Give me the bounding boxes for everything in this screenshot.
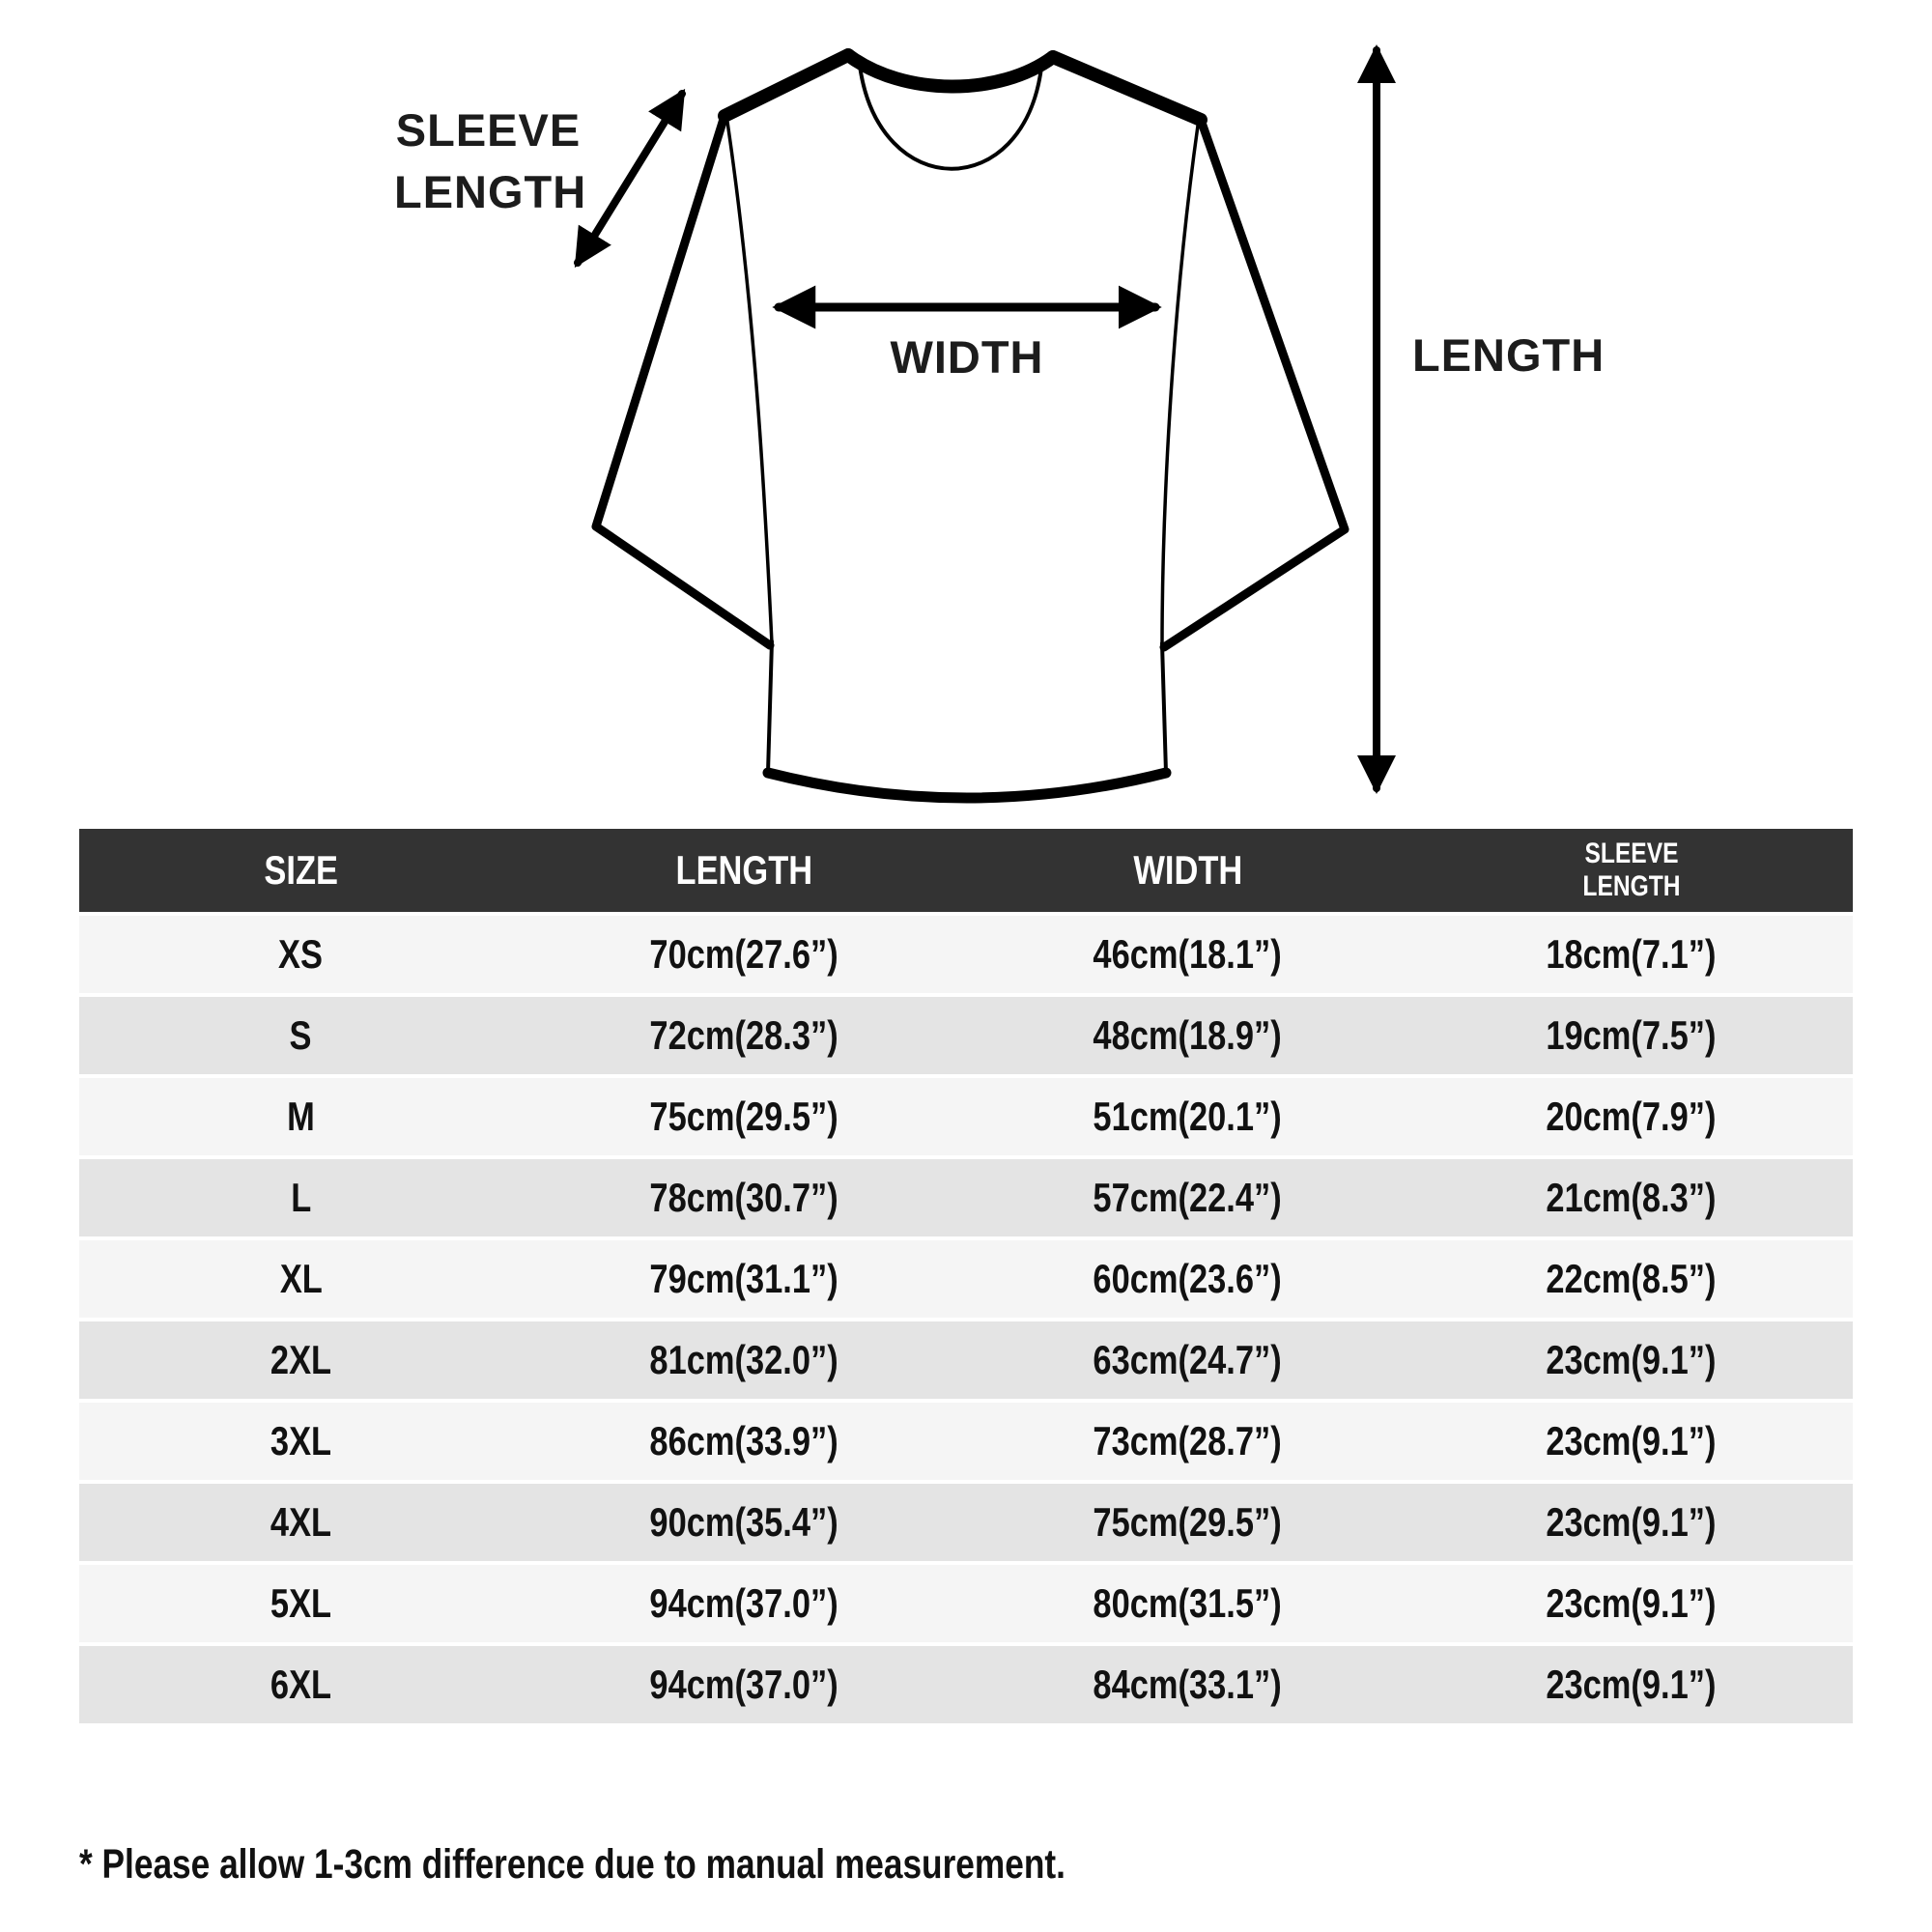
length-cell: 86cm(33.9”) bbox=[649, 1418, 839, 1463]
length-cell: 81cm(32.0”) bbox=[649, 1337, 839, 1382]
sleeve-length-cell: 23cm(9.1”) bbox=[1546, 1418, 1717, 1463]
size-cell: 3XL bbox=[270, 1418, 332, 1463]
size-cell: XL bbox=[279, 1256, 323, 1301]
header-size bbox=[79, 829, 523, 912]
sleeve-length-cell: 23cm(9.1”) bbox=[1546, 1337, 1717, 1382]
header-length-label: LENGTH bbox=[675, 847, 813, 893]
size-cell: S bbox=[290, 1012, 312, 1058]
width-cell: 75cm(29.5”) bbox=[1093, 1499, 1283, 1545]
shoulder-left bbox=[724, 55, 848, 116]
tshirt-outline bbox=[596, 55, 1345, 798]
size-cell: 4XL bbox=[270, 1499, 332, 1545]
sleeve-length-cell: 23cm(9.1”) bbox=[1546, 1499, 1717, 1545]
table-row bbox=[79, 1078, 1853, 1155]
collar-outer bbox=[848, 55, 1053, 87]
sleeve-length-label-line2: LENGTH bbox=[394, 166, 587, 217]
width-cell: 84cm(33.1”) bbox=[1093, 1662, 1283, 1707]
header-size-label: SIZE bbox=[264, 847, 338, 893]
length-cell: 75cm(29.5”) bbox=[649, 1094, 839, 1139]
table-row bbox=[79, 1159, 1853, 1236]
table-row bbox=[79, 1240, 1853, 1318]
width-cell: 57cm(22.4”) bbox=[1093, 1175, 1283, 1220]
table-row bbox=[79, 916, 1853, 993]
sleeve-length-label-line1: SLEEVE bbox=[395, 104, 582, 156]
sleeve-length-cell: 21cm(8.3”) bbox=[1546, 1175, 1717, 1220]
length-cell: 90cm(35.4”) bbox=[649, 1499, 839, 1545]
size-cell: 2XL bbox=[270, 1337, 332, 1382]
table-row bbox=[79, 1321, 1853, 1399]
sleeve-length-cell: 20cm(7.9”) bbox=[1546, 1094, 1717, 1139]
sleeve-right bbox=[1164, 120, 1345, 647]
size-cell: M bbox=[287, 1094, 315, 1139]
length-cell: 94cm(37.0”) bbox=[649, 1662, 839, 1707]
table-row bbox=[79, 997, 1853, 1074]
header-width bbox=[966, 829, 1409, 912]
header-width-label: WIDTH bbox=[1133, 847, 1242, 893]
header-sleeve-length-label: SLEEVE LENGTH bbox=[1581, 838, 1681, 902]
width-cell: 73cm(28.7”) bbox=[1093, 1418, 1283, 1463]
table-row bbox=[79, 1484, 1853, 1561]
size-cell: XS bbox=[278, 931, 324, 977]
width-label: WIDTH bbox=[890, 331, 1044, 383]
header-sleeve-length bbox=[1409, 829, 1853, 912]
length-cell: 94cm(37.0”) bbox=[649, 1580, 839, 1626]
sleeve-length-cell: 18cm(7.1”) bbox=[1546, 931, 1717, 977]
shoulder-right bbox=[1053, 57, 1201, 120]
footnote bbox=[79, 1841, 1282, 1889]
size-cell: 6XL bbox=[270, 1662, 332, 1707]
length-cell: 72cm(28.3”) bbox=[649, 1012, 839, 1058]
size-table bbox=[79, 829, 1853, 1727]
size-cell: 5XL bbox=[270, 1580, 332, 1626]
sleeve-length-label bbox=[394, 99, 587, 223]
table-row bbox=[79, 1646, 1853, 1723]
table-row bbox=[79, 1565, 1853, 1642]
sleeve-length-arrow bbox=[578, 94, 682, 263]
length-cell: 78cm(30.7”) bbox=[649, 1175, 839, 1220]
sleeve-length-cell: 22cm(8.5”) bbox=[1546, 1256, 1717, 1301]
length-label: LENGTH bbox=[1412, 329, 1605, 381]
tshirt-diagram bbox=[0, 0, 1932, 850]
width-cell: 48cm(18.9”) bbox=[1093, 1012, 1283, 1058]
table-header-row bbox=[79, 829, 1853, 912]
width-cell: 46cm(18.1”) bbox=[1093, 931, 1283, 977]
width-cell: 51cm(20.1”) bbox=[1093, 1094, 1283, 1139]
sleeve-length-cell: 23cm(9.1”) bbox=[1546, 1580, 1717, 1626]
width-cell: 80cm(31.5”) bbox=[1093, 1580, 1283, 1626]
width-cell: 63cm(24.7”) bbox=[1093, 1337, 1283, 1382]
seam-left bbox=[727, 122, 772, 643]
hem-bottom bbox=[768, 773, 1166, 798]
header-length bbox=[523, 829, 966, 912]
body-side-right bbox=[1162, 643, 1166, 773]
footnote-text: * Please allow 1-3cm difference due to manual measurement. bbox=[79, 1841, 1065, 1888]
table-body bbox=[79, 916, 1853, 1723]
seam-right bbox=[1162, 126, 1198, 645]
size-cell: L bbox=[290, 1175, 312, 1220]
body-side-left bbox=[768, 641, 772, 773]
table-row bbox=[79, 1403, 1853, 1480]
width-cell: 60cm(23.6”) bbox=[1093, 1256, 1283, 1301]
length-cell: 70cm(27.6”) bbox=[649, 931, 839, 977]
sleeve-length-cell: 19cm(7.5”) bbox=[1546, 1012, 1717, 1058]
length-cell: 79cm(31.1”) bbox=[649, 1256, 839, 1301]
sleeve-length-cell: 23cm(9.1”) bbox=[1546, 1662, 1717, 1707]
